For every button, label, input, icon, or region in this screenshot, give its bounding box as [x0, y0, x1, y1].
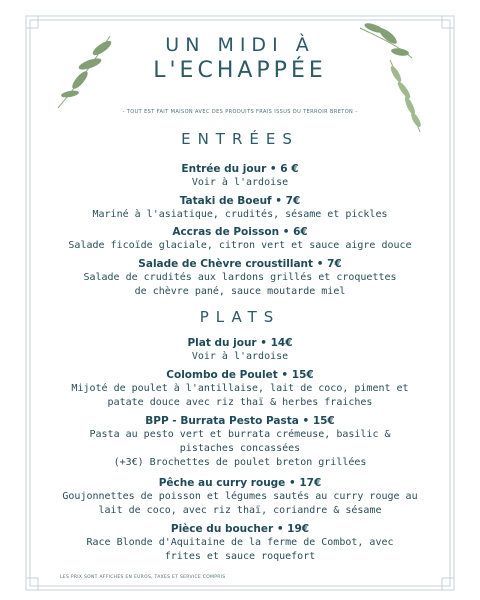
- menu-item: [58, 368, 422, 410]
- item-name: Tataki de Boeuf • 7€: [179, 195, 301, 207]
- item-name: Plat du jour • 14€: [187, 337, 293, 349]
- menu-item: [50, 225, 430, 253]
- item-description: Salade de crudités aux lardons grillés et croquettes de chèvre pané, sauce moutarde miel: [83, 272, 397, 297]
- title-line-2: L'ECHAPPÉE: [153, 58, 327, 83]
- item-description: Voir à l'ardoise: [191, 177, 289, 188]
- menu-item: [80, 257, 400, 299]
- item-name: BPP - Burrata Pesto Pasta • 15€: [145, 415, 335, 427]
- item-name: Accras de Poisson • 6€: [172, 226, 308, 238]
- tagline: - TOUT EST FAIT MAISON AVEC DES PRODUITS FRAIS ISSUS DU TERROIR BRETON -: [122, 109, 358, 115]
- menu-item: [60, 194, 420, 222]
- menu-item: [60, 336, 420, 364]
- item-extra: (+3€) Brochettes de poulet breton grillées: [113, 457, 367, 468]
- menu-item: [62, 414, 418, 470]
- menu-item: [58, 476, 422, 518]
- menu-item: [60, 162, 420, 190]
- section-heading-plats: PLATS: [199, 308, 281, 326]
- footer-note: LES PRIX SONT AFFICHÉS EN EUROS, TAXES ET SERVICE COMPRIS: [60, 575, 226, 580]
- menu-item: [78, 522, 402, 564]
- item-description: Mariné à l'asiatique, crudités, sésame et pickles: [92, 209, 388, 220]
- item-name: Colombo de Poulet • 15€: [166, 369, 314, 381]
- item-description: Voir à l'ardoise: [191, 351, 289, 362]
- item-description: Race Blonde d'Aquitaine de la ferme de Combot, avec frites et sauce roquefort: [86, 537, 394, 562]
- item-name: Entrée du jour • 6 €: [181, 163, 299, 175]
- item-name: Pêche au curry rouge • 17€: [158, 477, 322, 489]
- title-line-1: UN MIDI À: [165, 34, 315, 56]
- item-description: Goujonnettes de poisson et légumes sautés au curry rouge au lait de coco, avec riz thaï, coriandre & sésame: [62, 491, 418, 516]
- section-heading-entrees: ENTRÉES: [181, 130, 299, 148]
- item-description: Mijoté de poulet à l'antillaise, lait de coco, piment et patate douce avec riz thaï & herbes fraiches: [71, 383, 409, 408]
- item-description: Pasta au pesto vert et burrata crémeuse, basilic & pistaches concassées: [89, 429, 391, 454]
- item-name: Salade de Chèvre croustillant • 7€: [138, 258, 342, 270]
- item-name: Pièce du boucher • 19€: [170, 523, 310, 535]
- item-description: Salade ficoïde glaciale, citron vert et sauce aigre douce: [68, 240, 412, 251]
